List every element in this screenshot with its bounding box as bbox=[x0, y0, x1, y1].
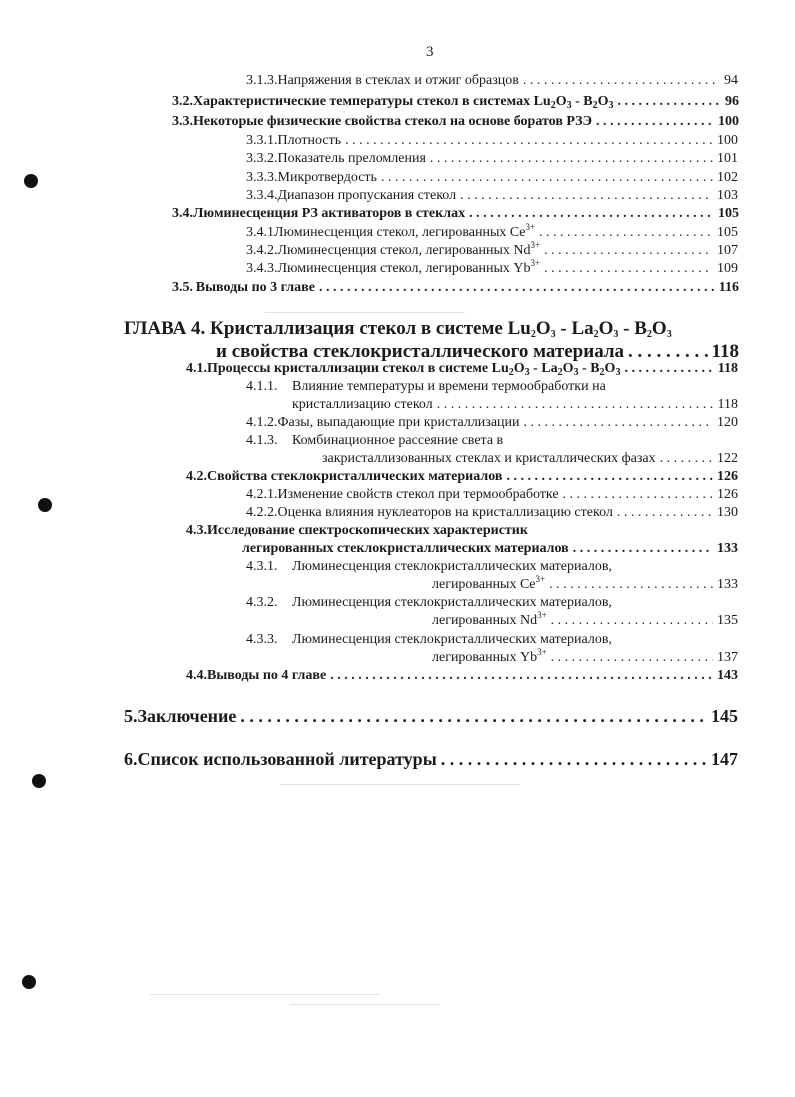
leader-dots bbox=[618, 94, 722, 110]
entry-page: 126 bbox=[717, 469, 738, 484]
toc-entry-4-3-1[interactable] bbox=[246, 559, 738, 575]
entry-title: Плотность bbox=[277, 133, 342, 148]
leader-dots bbox=[551, 650, 713, 666]
entry-page: 126 bbox=[717, 487, 738, 502]
entry-page: 109 bbox=[717, 261, 738, 276]
entry-page: 130 bbox=[717, 505, 738, 520]
entry-number: 3.1.3. bbox=[246, 73, 278, 88]
entry-title-cont: легированных $Nd^{3+}$ bbox=[432, 610, 547, 628]
entry-number: 3.3. bbox=[172, 114, 193, 129]
toc-entry-5[interactable] bbox=[124, 706, 738, 727]
toc-entry-4-2[interactable] bbox=[186, 469, 738, 485]
binder-hole-3 bbox=[32, 774, 46, 788]
entry-page: 135 bbox=[717, 613, 738, 628]
entry-page: 145 bbox=[711, 706, 738, 726]
entry-page: 107 bbox=[717, 243, 738, 258]
toc-entry-3-3-3[interactable] bbox=[246, 170, 738, 186]
entry-number: 4.1.1. bbox=[246, 379, 278, 394]
binder-hole-4 bbox=[22, 975, 36, 989]
leader-dots bbox=[549, 577, 713, 593]
binder-hole-1 bbox=[24, 174, 38, 188]
leader-dots bbox=[563, 487, 713, 503]
entry-title: Процессы кристаллизации стекол в системе $Lu_2O_3 - La_2O_3 - B_2O_3$ bbox=[207, 361, 621, 378]
entry-page: 102 bbox=[717, 170, 738, 185]
entry-title: Показатель преломления bbox=[277, 151, 426, 166]
toc-entry-4-3-cont[interactable] bbox=[242, 541, 738, 557]
entry-number: 3.3.4. bbox=[246, 188, 278, 203]
leader-dots bbox=[624, 361, 713, 377]
entry-page: 94 bbox=[724, 73, 738, 88]
leader-dots bbox=[381, 170, 713, 186]
entry-page: 101 bbox=[717, 151, 738, 166]
toc-entry-4-1-3-cont[interactable] bbox=[322, 451, 738, 467]
entry-title: Люминесценция стеклокристаллических материалов, bbox=[292, 632, 612, 647]
toc-entry-3-1-3[interactable] bbox=[246, 73, 738, 89]
toc-entry-4-3-3[interactable] bbox=[246, 632, 738, 648]
entry-number: 3.3.2. bbox=[246, 151, 278, 166]
entry-number: 4.2.1. bbox=[246, 487, 278, 502]
toc-entry-4-2-1[interactable] bbox=[246, 487, 738, 503]
entry-page: 105 bbox=[717, 225, 738, 240]
entry-number: 4.4. bbox=[186, 668, 207, 683]
entry-title: Люминесценция стеклокристаллических материалов, bbox=[292, 595, 612, 610]
toc-entry-3-3-4[interactable] bbox=[246, 188, 738, 204]
entry-title-cont: кристаллизацию стекол bbox=[292, 397, 433, 412]
entry-title: и свойства стеклокристаллического материала bbox=[216, 341, 625, 362]
leader-dots bbox=[617, 505, 713, 521]
toc-entry-3-4-1[interactable] bbox=[246, 222, 738, 241]
entry-title: Люминесценция РЗ активаторов в стеклах bbox=[193, 206, 466, 221]
entry-number: 4.1.2. bbox=[246, 415, 278, 430]
toc-entry-3-3[interactable] bbox=[172, 114, 739, 130]
toc-entry-4-3-2-cont[interactable] bbox=[432, 610, 738, 629]
entry-number: 3.4.1 bbox=[246, 225, 274, 240]
leader-dots bbox=[523, 73, 720, 89]
toc-entry-3-5[interactable] bbox=[172, 280, 739, 296]
toc-entry-4-1-1-cont[interactable] bbox=[292, 397, 738, 413]
entry-title-cont: легированных $Ce^{3+}$ bbox=[432, 574, 546, 592]
entry-number: 4.3. bbox=[186, 523, 207, 538]
entry-title: Оценка влияния нуклеаторов на кристаллизацию стекол bbox=[277, 505, 613, 520]
scan-noise bbox=[280, 784, 520, 785]
chapter-4-heading-line1[interactable]: ГЛАВА 4. Кристаллизация стекол в системе $Lu_2O_3 - La_2O_3 - B_2O_3$ bbox=[124, 318, 672, 340]
entry-page: 96 bbox=[725, 94, 739, 109]
entry-title: Люминесценция стекол, легированных $Ce^{3+}$ bbox=[274, 222, 536, 240]
entry-page: 143 bbox=[717, 668, 738, 683]
toc-entry-4-1-2[interactable] bbox=[246, 415, 738, 431]
entry-title: Комбинационное рассеяние света в bbox=[292, 433, 504, 448]
entry-number: 4.3.3. bbox=[246, 632, 278, 647]
toc-entry-3-3-2[interactable] bbox=[246, 151, 738, 167]
toc-entry-3-3-1[interactable] bbox=[246, 133, 738, 149]
entry-number: 3.2. bbox=[172, 94, 193, 109]
entry-page: 137 bbox=[717, 650, 738, 665]
entry-number: 4.1. bbox=[186, 361, 207, 376]
leader-dots bbox=[628, 341, 708, 363]
entry-title: Свойства стеклокристаллических материалов bbox=[207, 469, 503, 484]
entry-page: 122 bbox=[717, 451, 738, 466]
entry-page: 147 bbox=[711, 749, 738, 769]
leader-dots bbox=[596, 114, 714, 130]
entry-title: Микротвердость bbox=[277, 170, 377, 185]
leader-dots bbox=[437, 397, 714, 413]
toc-entry-4-4[interactable] bbox=[186, 668, 738, 684]
entry-number: 3.4.2. bbox=[246, 243, 278, 258]
scan-noise bbox=[265, 312, 465, 313]
entry-page: 116 bbox=[718, 280, 739, 295]
entry-title: Люминесценция стекол, легированных $Yb^{3+}$ bbox=[277, 258, 541, 276]
entry-title: Выводы по 3 главе bbox=[195, 280, 315, 295]
entry-title-cont: легированных стеклокристаллических материалов bbox=[242, 541, 569, 556]
leader-dots bbox=[345, 133, 713, 149]
leader-dots bbox=[660, 451, 713, 467]
entry-page: 133 bbox=[717, 577, 738, 592]
entry-title: Люминесценция стекол, легированных $Nd^{3+}$ bbox=[277, 240, 541, 258]
leader-dots bbox=[460, 188, 713, 204]
entry-title: Выводы по 4 главе bbox=[207, 668, 327, 683]
entry-title: Влияние температуры и времени термообработки на bbox=[292, 379, 606, 394]
leader-dots bbox=[469, 206, 714, 222]
entry-page: 103 bbox=[717, 188, 738, 203]
entry-number: 3.4.3. bbox=[246, 261, 278, 276]
entry-title: Некоторые физические свойства стекол на основе боратов РЗЭ bbox=[193, 114, 592, 129]
leader-dots bbox=[330, 668, 713, 684]
entry-title: Диапазон пропускания стекол bbox=[277, 188, 457, 203]
entry-title: Заключение bbox=[137, 706, 237, 726]
toc-entry-6[interactable] bbox=[124, 749, 738, 770]
entry-number: 3.4. bbox=[172, 206, 193, 221]
entry-page: 133 bbox=[717, 541, 738, 556]
entry-number: 3.3.1. bbox=[246, 133, 278, 148]
entry-title: Люминесценция стеклокристаллических материалов, bbox=[292, 559, 612, 574]
entry-title-cont: легированных $Yb^{3+}$ bbox=[432, 647, 547, 665]
leader-dots bbox=[506, 469, 713, 485]
chapter-4-heading-line2[interactable] bbox=[216, 341, 739, 363]
scan-noise bbox=[290, 1004, 440, 1005]
entry-title: Список использованной литературы bbox=[137, 749, 437, 769]
leader-dots bbox=[319, 280, 715, 296]
entry-title: Исследование спектроскопических характеристик bbox=[207, 523, 528, 538]
toc-entry-3-4-3[interactable] bbox=[246, 258, 738, 277]
leader-dots bbox=[524, 415, 713, 431]
toc-entry-4-3-3-cont[interactable] bbox=[432, 647, 738, 666]
leader-dots bbox=[544, 261, 713, 277]
toc-entry-3-4[interactable] bbox=[172, 206, 739, 222]
entry-page: 105 bbox=[718, 206, 739, 221]
toc-entry-4-1-3[interactable] bbox=[246, 433, 738, 449]
entry-number: 4.2.2. bbox=[246, 505, 278, 520]
toc-entry-4-3-2[interactable] bbox=[246, 595, 738, 611]
entry-page: 120 bbox=[717, 415, 738, 430]
binder-hole-2 bbox=[38, 498, 52, 512]
leader-dots bbox=[240, 706, 707, 727]
entry-number: 3.5. bbox=[172, 280, 193, 295]
entry-title: Изменение свойств стекол при термообработке bbox=[277, 487, 559, 502]
scan-noise bbox=[150, 994, 380, 995]
entry-page: 118 bbox=[717, 397, 738, 412]
entry-number: 3.3.3. bbox=[246, 170, 278, 185]
toc-entry-4-3-1-cont[interactable] bbox=[432, 574, 738, 593]
entry-title: Напряжения в стеклах и отжиг образцов bbox=[277, 73, 519, 88]
page-number: 3 bbox=[426, 44, 434, 60]
toc-entry-3-2[interactable] bbox=[172, 94, 739, 110]
leader-dots bbox=[573, 541, 713, 557]
entry-number: 6. bbox=[124, 749, 138, 769]
toc-entry-4-2-2[interactable] bbox=[246, 505, 738, 521]
toc-entry-4-1[interactable] bbox=[186, 361, 738, 377]
leader-dots bbox=[544, 243, 713, 259]
entry-number: 4.3.2. bbox=[246, 595, 278, 610]
leader-dots bbox=[430, 151, 713, 167]
leader-dots bbox=[441, 749, 707, 770]
leader-dots bbox=[539, 225, 713, 241]
entry-page: 100 bbox=[717, 133, 738, 148]
entry-title: Характеристические температуры стекол в системах $Lu_2O_3 - B_2O_3$ bbox=[193, 94, 614, 111]
entry-page: 118 bbox=[717, 361, 738, 376]
entry-number: 4.2. bbox=[186, 469, 207, 484]
toc-entry-4-3[interactable] bbox=[186, 523, 738, 539]
entry-title-cont: закристаллизованных стеклах и кристаллических фазах bbox=[322, 451, 656, 466]
entry-number: 5. bbox=[124, 706, 138, 726]
entry-page: 118 bbox=[711, 341, 739, 362]
entry-number: 4.1.3. bbox=[246, 433, 278, 448]
toc-entry-4-1-1[interactable] bbox=[246, 379, 738, 395]
leader-dots bbox=[551, 613, 713, 629]
entry-page: 100 bbox=[718, 114, 739, 129]
entry-title: Фазы, выпадающие при кристаллизации bbox=[277, 415, 520, 430]
entry-number: 4.3.1. bbox=[246, 559, 278, 574]
toc-entry-3-4-2[interactable] bbox=[246, 240, 738, 259]
